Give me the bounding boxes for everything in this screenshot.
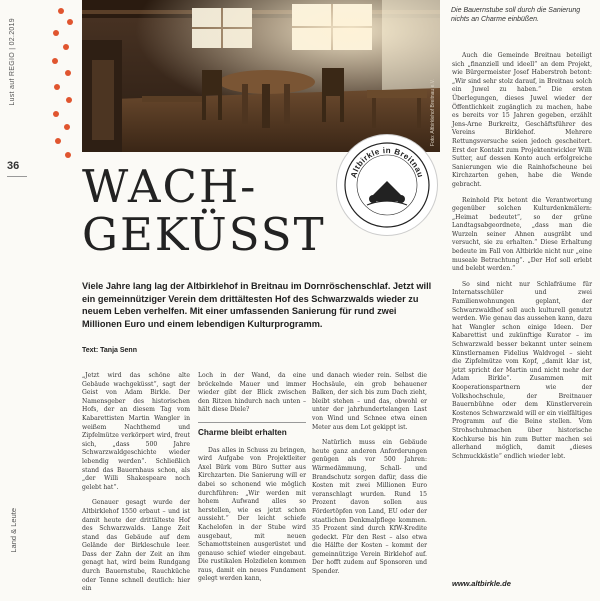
farmhouse-room-photo — [82, 0, 440, 152]
headline — [82, 160, 326, 261]
body-column-1 — [82, 372, 190, 601]
accent-dot — [63, 44, 69, 50]
accent-dot — [64, 124, 70, 130]
photo-credit: Foto: Altbirklehof Breitnau e.V. — [430, 78, 436, 146]
paragraph: Das alles in Schuss zu bringen, wird Aufgabe von Projektleiter Axel Bürk vom Büro Sutter aus Kirchzarten. Die Sanierung will er dabei so schonend wie möglich durchführen: „Wir werden mit hohem Aufwand alles so herstellen, wie es jetzt schon aussieht.“ Der leicht schiefe Kachelofen in der Stube wird ausgebaut, mit neuen Schamottsteinen ausgerüstet und genauso schief wieder eingebaut. Die rustikalen Holzdielen kommen raus, damit ein neues Fundament gelegt werden kann, — [198, 446, 306, 583]
accent-dot — [53, 30, 59, 36]
paragraph: „Jetzt wird das schöne alte Gebäude wachgeküsst“, sagt der Geist von Adam Birkle. Der Namensgeber des historischen Hofs, der an diesem Tag vom Kabarettisten Martin Wangler in weißem Nachthemd und Zipfelmütze verkörpert wird, freut sich, „dass 500 Jahre Schwarzwaldgeschichte wieder lebendig werden“. Schließlich stand das Bauernhaus schon, als „der Willi Shakespeare noch gelebt hat“. — [82, 372, 190, 491]
badge-text — [349, 146, 425, 179]
accent-dot — [58, 8, 64, 14]
page-number: 36 — [7, 160, 20, 172]
paragraph: So sind nicht nur Schlafräume für Internatsschüler und zwei Familienwohnungen geplant, der Schwarzwaldhof soll auch kulturell genutzt werden. Wie genau das aussehen kann, dazu hat Wangler schon einige Ideen. Der Kabarettist und zukünftige Kurator – im Schwarzwald besser bekannt unter seinem Künstlernamen Fidelius Waldvogel – sieht die Zipfelmütze vom Kopf, „damit klar ist, jetzt spricht der Martin und nicht mehr der Adam Birkle“. Zusammen mit Kooperationspartnern wie der Volkshochschule, der Breitnauer Bauernbühne oder dem Künstlerverein Kostenos Schwarzwald will er ein vielfältiges Programm auf die Beine stellen. Vom Strohschuhmachen über historische Kochkurse bis hin zum Butter machen sei allerhand möglich, damit „dieses Schmuckkästle“ endlich wieder lebt. — [452, 280, 592, 460]
subheading: Charme bleibt erhalten — [198, 422, 306, 438]
photo-caption: Die Bauernstube soll durch die Sanierung nichts an Charme einbüßen. — [451, 7, 581, 23]
headline-line-2: GEKÜSST — [82, 208, 326, 261]
lead-paragraph: Viele Jahre lang lag der Altbirklehof in Breitnau im Dornröschenschlaf. Jetzt will ein gemeinnütziger Verein dem drittältesten Hof des Schwarzwalds wieder zu neuem Leben verhelfen. Mit einer umfassenden Sanierung für rund zwei Millionen Euro und einem lebendigen Kulturprogramm. — [82, 281, 432, 329]
paragraph: Loch in der Wand, da eine bröckelnde Mauer und immer wieder gibt der Blick zwischen den Ritzen hindurch nach unten – hält diese Diele? — [198, 372, 306, 414]
magazine-name: Lust auf REGIO | 02.2019 — [9, 18, 16, 106]
website-link[interactable]: www.altbirkle.de — [452, 579, 511, 588]
badge-logo — [337, 135, 437, 235]
paragraph: Natürlich muss ein Gebäude heute ganz anderen Anforderungen genügen als vor 500 Jahren: Wärmedämmung, Schall- und Brandschutz sorgen dafür, dass die Kosten mit zwei Millionen Euro veranschlagt wurden. Rund 15 Prozent davon sollen aus Fördertöpfen von Land, EU oder der staatlichen Denkmalpflege kommen. 35 Prozent sind durch KfW-Kredite gedeckt. Für den Rest – also etwa die Hälfte der Kosten – kommt der gemeinnützige Verein Birklehof auf. Der hofft zudem auf Sponsoren und Spender. — [312, 439, 427, 576]
accent-dot — [65, 152, 71, 158]
accent-dot — [52, 58, 58, 64]
paragraph: Genauer gesagt wurde der Altbirklehof 1550 erbaut – und ist damit heute der drittälteste Hof des Schwarzwalds. Lange Zeit stand das Gebäude auf dem Gelände der Birkleschule leer. Dass der Zahn der Zeit an ihm genagt hat, wird beim Rundgang durch Bauernstube, Rauchküche oder Tenne schnell deutlich: hier ein — [82, 499, 190, 593]
accent-dot — [66, 97, 72, 103]
accent-dot — [53, 111, 59, 117]
accent-dot — [54, 84, 60, 90]
paragraph: und danach wieder rein. Selbst die Hochsäule, ein grob behauener Balken, der sich bis zum Dach zieht, bleibt stehen – und das, obwohl er unter der jahrhundertelangen Last von Wind und Schnee etwa einen Meter aus dem Lot gekippt ist. — [312, 372, 427, 431]
badge-text-path: Altbirkle in Breitnau — [348, 145, 426, 179]
body-column-4 — [452, 52, 592, 468]
section-label: Land & Leute — [9, 508, 18, 553]
body-column-2 — [198, 372, 306, 591]
accent-dot — [65, 70, 71, 76]
accent-dot — [55, 138, 61, 144]
altbirkle-badge — [337, 135, 437, 235]
page-number-rule — [7, 176, 27, 177]
paragraph: Auch die Gemeinde Breitnau beteiligt sich „finanziell und ideell“ an dem Projekt, wie Bürgermeister Josef Haberstroh betont: „Wir sind sehr stolz darauf, in Breitnau solch ein Juwel zu haben.“ Die ersten Überlegungen, dieses Juwel wieder der Öffentlichkeit zugänglich zu machen, habe es bereits vor 15 Jahren gegeben, erzählt Jens-Arne Burkreitz, Geschäftsführer des Vereins Birklehof. Mehrere Rettungsversuche seien jedoch gescheitert. Erst der Kontakt zum Projektentwickler Willi Sutter, auf dessen Konto auch erfolgreiche Sanierungen wie die Rainhofscheune bei Kirchzarten gehen, habe die Wende gebracht. — [452, 52, 592, 188]
body-column-3 — [312, 372, 427, 584]
room-illustration — [82, 0, 440, 152]
headline-line-1: WACH- — [82, 160, 258, 213]
author-credit: Text: Tanja Senn — [82, 347, 137, 354]
accent-dot — [67, 19, 73, 25]
paragraph: Reinhold Pix betont die Verantwortung gegenüber solchen Kulturdenkmälern: „Heimat bedeutet“, so der grüne Landtagsabgeordnete, „dass man die Wurzeln seiner Ahnen ausgräbt und versucht, sie zu erhalten.“ Diese Erhaltung bedeute im Fall von Altbirkle nicht nur „eine museale Betrachtung“. „Der Hof soll erlebt und belebt werden.“ — [452, 196, 592, 273]
